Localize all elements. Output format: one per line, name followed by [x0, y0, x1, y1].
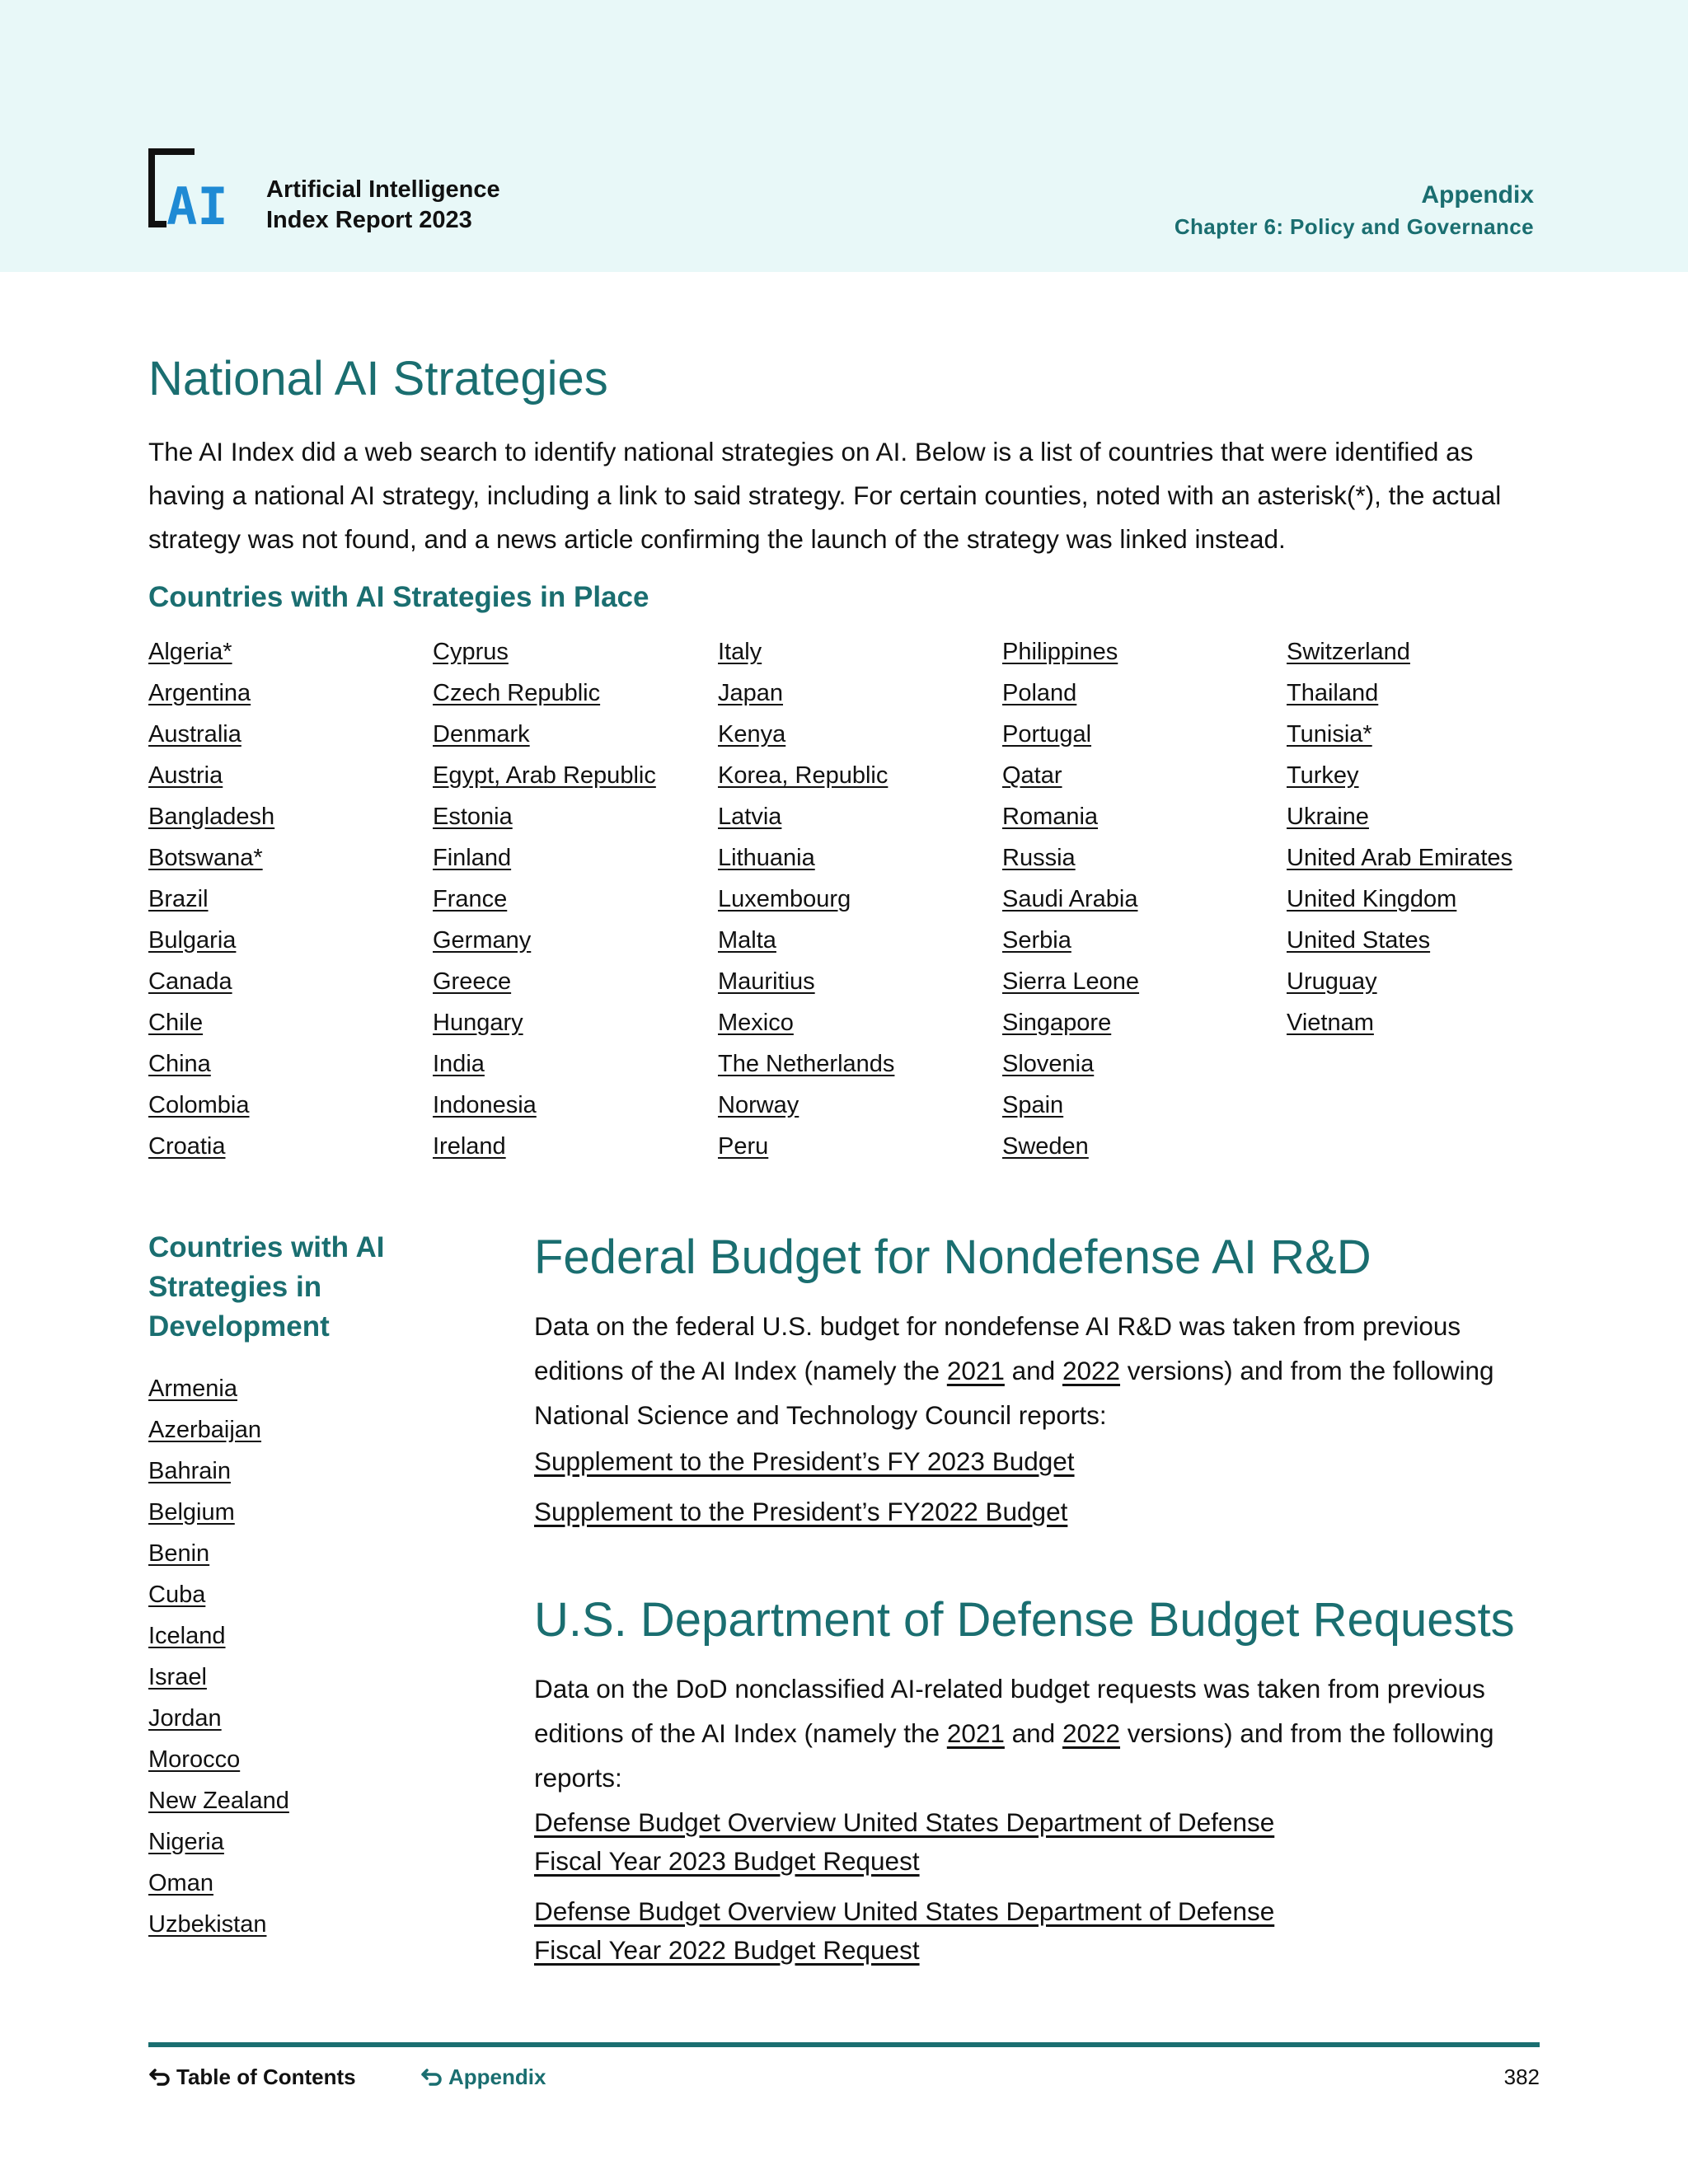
country-link[interactable]: United Arab Emirates: [1287, 845, 1513, 871]
federal-title: Federal Budget for Nondefense AI R&D: [534, 1230, 1372, 1284]
country-link[interactable]: Croatia: [148, 1133, 226, 1160]
country-link[interactable]: Ukraine: [1287, 804, 1369, 830]
country-link[interactable]: United States: [1287, 927, 1431, 954]
federal-link-2022[interactable]: 2022: [1062, 1356, 1121, 1385]
development-list: [148, 1368, 289, 1945]
dod-report-link-fy2023[interactable]: [534, 1803, 1548, 1881]
dod-link-2021[interactable]: 2021: [946, 1718, 1005, 1748]
brand-title: [266, 175, 500, 236]
federal-link-2021[interactable]: 2021: [946, 1356, 1005, 1385]
country-link[interactable]: Estonia: [433, 804, 513, 830]
section-name: Appendix: [1421, 181, 1534, 209]
country-link[interactable]: Canada: [148, 968, 232, 995]
country-link[interactable]: Serbia: [1002, 927, 1071, 954]
country-link[interactable]: Qatar: [1002, 762, 1062, 789]
country-link[interactable]: France: [433, 886, 508, 912]
footer: [148, 2060, 1540, 2093]
country-link[interactable]: Poland: [1002, 680, 1077, 706]
country-link[interactable]: Australia: [148, 721, 241, 748]
country-link[interactable]: Denmark: [433, 721, 530, 748]
page-title: National AI Strategies: [148, 352, 608, 405]
country-link[interactable]: Spain: [1002, 1092, 1064, 1118]
country-link[interactable]: Austria: [148, 762, 223, 789]
federal-text-and: and: [1004, 1356, 1062, 1385]
country-link[interactable]: Hungary: [433, 1010, 523, 1036]
country-column-3: [718, 631, 894, 1167]
country-link[interactable]: Cuba: [148, 1582, 206, 1608]
country-link[interactable]: Uzbekistan: [148, 1911, 267, 1938]
country-link[interactable]: Czech Republic: [433, 680, 601, 706]
ai-index-logo: [148, 148, 239, 229]
country-link[interactable]: Uruguay: [1287, 968, 1377, 995]
country-link[interactable]: Germany: [433, 927, 532, 954]
country-column-5: [1287, 631, 1512, 1043]
return-arrow-icon: [420, 2067, 443, 2087]
footer-divider: [148, 2042, 1540, 2047]
country-link[interactable]: Switzerland: [1287, 639, 1410, 665]
country-link[interactable]: Italy: [718, 639, 762, 665]
country-link[interactable]: Bangladesh: [148, 804, 275, 830]
development-heading: Countries with AI Strategies in Development: [148, 1231, 385, 1343]
country-link[interactable]: Chile: [148, 1010, 204, 1036]
country-link[interactable]: China: [148, 1051, 211, 1077]
country-link[interactable]: Jordan: [148, 1705, 222, 1732]
dod-title: U.S. Department of Defense Budget Requests: [534, 1593, 1515, 1647]
country-link[interactable]: India: [433, 1051, 485, 1077]
country-link[interactable]: Azerbaijan: [148, 1417, 262, 1443]
chapter-name: Chapter 6: Policy and Governance: [1174, 214, 1534, 239]
country-link[interactable]: Portugal: [1002, 721, 1092, 748]
section-label: [1175, 180, 1534, 242]
dod-report-link-fy2022-line1[interactable]: Defense Budget Overview United States Department of Defense: [534, 1896, 1275, 1926]
country-link[interactable]: Oman: [148, 1870, 213, 1896]
country-link[interactable]: Benin: [148, 1540, 210, 1567]
country-link[interactable]: New Zealand: [148, 1788, 289, 1814]
country-column-1: [148, 631, 274, 1167]
table-of-contents-link[interactable]: [148, 2060, 356, 2093]
country-link[interactable]: Bahrain: [148, 1458, 231, 1484]
country-link[interactable]: Indonesia: [433, 1092, 537, 1118]
page-number: 382: [1503, 2064, 1540, 2089]
dod-report-link-fy2022[interactable]: [534, 1892, 1548, 1970]
country-link[interactable]: Tunisia*: [1287, 721, 1372, 748]
country-link[interactable]: Sweden: [1002, 1133, 1089, 1160]
in-place-heading: Countries with AI Strategies in Place: [148, 581, 649, 613]
dod-text-1: Data on the DoD nonclassified AI-related budget requests was taken from previous editions of the AI Index (namely the: [534, 1674, 1485, 1748]
country-link[interactable]: Egypt, Arab Republic: [433, 762, 656, 789]
country-link[interactable]: Thailand: [1287, 680, 1379, 706]
country-link[interactable]: Botswana*: [148, 845, 263, 871]
country-link[interactable]: Norway: [718, 1092, 799, 1118]
country-link[interactable]: Mauritius: [718, 968, 815, 995]
federal-paragraph: [534, 1304, 1548, 1437]
country-link[interactable]: Latvia: [718, 804, 782, 830]
country-link[interactable]: Argentina: [148, 680, 251, 706]
country-link[interactable]: Morocco: [148, 1746, 241, 1773]
country-link[interactable]: Finland: [433, 845, 512, 871]
country-link[interactable]: Peru: [718, 1133, 769, 1160]
dod-text-and: and: [1004, 1718, 1062, 1748]
country-column-2: [433, 631, 656, 1167]
country-column-4: [1002, 631, 1139, 1167]
country-link[interactable]: Malta: [718, 927, 776, 954]
appendix-link[interactable]: [420, 2060, 546, 2093]
country-link[interactable]: Nigeria: [148, 1829, 224, 1855]
dod-text-2: versions) and from the following reports:: [534, 1718, 1494, 1793]
brand-line-2: Index Report 2023: [266, 207, 472, 233]
country-link[interactable]: Armenia: [148, 1376, 237, 1402]
dod-report-link-fy2023-line1[interactable]: Defense Budget Overview United States Department of Defense: [534, 1807, 1275, 1837]
header-band: [0, 0, 1688, 272]
appendix-label: Appendix: [448, 2064, 546, 2089]
country-link[interactable]: Greece: [433, 968, 512, 995]
country-link[interactable]: Algeria*: [148, 639, 232, 665]
country-link[interactable]: Belgium: [148, 1499, 235, 1526]
return-arrow-icon: [148, 2067, 171, 2087]
toc-label: Table of Contents: [176, 2064, 356, 2089]
brand-line-1: Artificial Intelligence: [266, 176, 500, 203]
country-link[interactable]: Russia: [1002, 845, 1076, 871]
country-link[interactable]: Colombia: [148, 1092, 250, 1118]
country-link[interactable]: Vietnam: [1287, 1010, 1374, 1036]
country-link[interactable]: Brazil: [148, 886, 209, 912]
country-link[interactable]: Singapore: [1002, 1010, 1112, 1036]
federal-text-1: Data on the federal U.S. budget for nondefense AI R&D was taken from previous editions of the AI Index (namely the: [534, 1311, 1461, 1385]
country-link[interactable]: Japan: [718, 680, 784, 706]
country-link[interactable]: Philippines: [1002, 639, 1118, 665]
country-link[interactable]: Turkey: [1287, 762, 1359, 789]
country-link[interactable]: Kenya: [718, 721, 786, 748]
dod-report-link-fy2023-line2[interactable]: Fiscal Year 2023 Budget Request: [534, 1846, 920, 1876]
country-link[interactable]: Saudi Arabia: [1002, 886, 1138, 912]
country-link[interactable]: The Netherlands: [718, 1051, 895, 1077]
federal-report-link-fy2023[interactable]: Supplement to the President’s FY 2023 Budget: [534, 1446, 1075, 1476]
federal-report-link-fy2022[interactable]: Supplement to the President’s FY2022 Budget: [534, 1497, 1068, 1526]
dod-report-link-fy2022-line2[interactable]: Fiscal Year 2022 Budget Request: [534, 1935, 920, 1965]
country-link[interactable]: Lithuania: [718, 845, 815, 871]
intro-paragraph: The AI Index did a web search to identify national strategies on AI. Below is a list of countries that were identified as having a national AI strategy, including a link to said strategy. For certain counties, noted with an asterisk(*), the actual strategy was not found, and a news article confirming the launch of the strategy was linked instead.: [148, 437, 1502, 554]
country-link[interactable]: United Kingdom: [1287, 886, 1457, 912]
country-link[interactable]: Israel: [148, 1664, 207, 1690]
country-link[interactable]: Korea, Republic: [718, 762, 889, 789]
country-link[interactable]: Slovenia: [1002, 1051, 1095, 1077]
dod-section: [534, 1589, 1548, 1970]
svg-text:AI: AI: [166, 176, 228, 229]
country-link[interactable]: Romania: [1002, 804, 1099, 830]
dod-link-2022[interactable]: 2022: [1062, 1718, 1121, 1748]
country-link[interactable]: Bulgaria: [148, 927, 237, 954]
country-link[interactable]: Cyprus: [433, 639, 509, 665]
country-link[interactable]: Iceland: [148, 1623, 226, 1649]
federal-section: [534, 1226, 1548, 1531]
country-link[interactable]: Luxembourg: [718, 886, 851, 912]
country-link[interactable]: Mexico: [718, 1010, 794, 1036]
country-link[interactable]: Ireland: [433, 1133, 506, 1160]
dod-paragraph: [534, 1666, 1548, 1800]
country-link[interactable]: Sierra Leone: [1002, 968, 1140, 995]
federal-text-2: versions) and from the following National Science and Technology Council reports:: [534, 1356, 1494, 1430]
